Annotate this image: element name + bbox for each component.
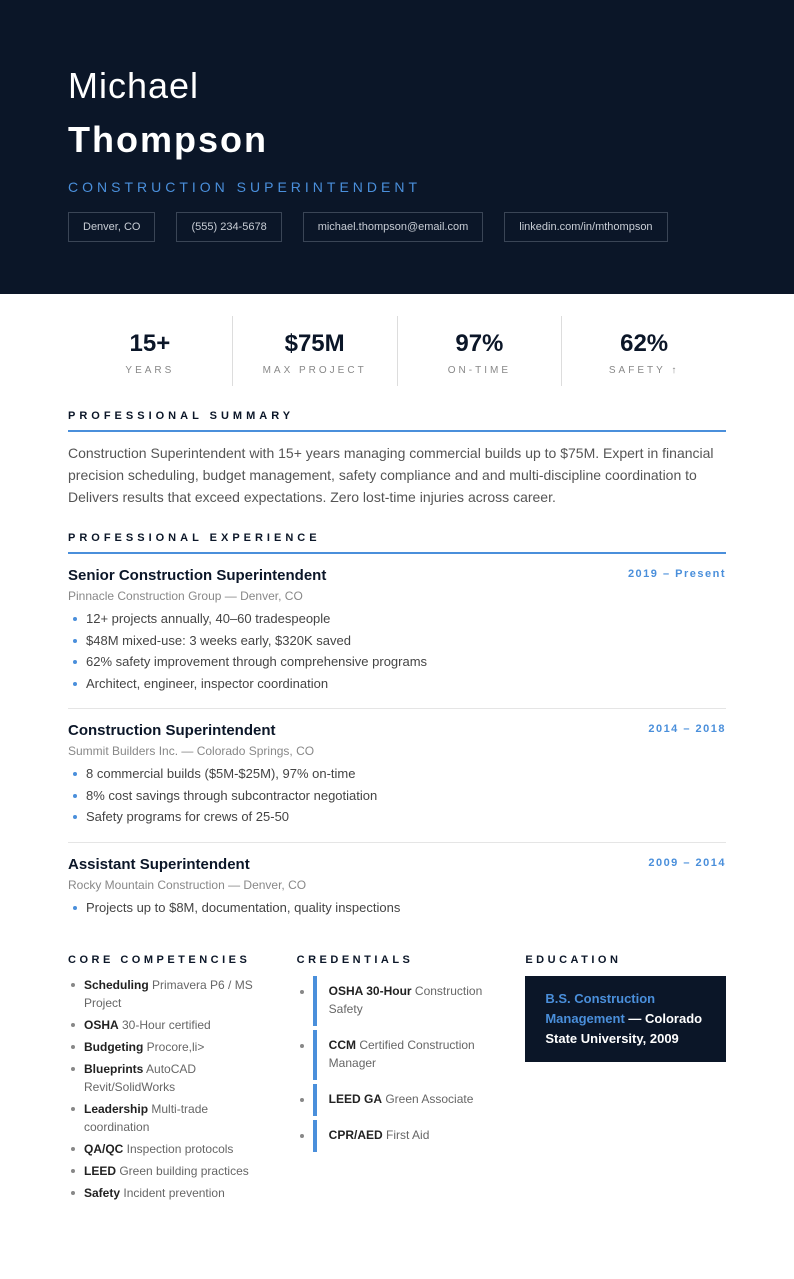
contact-linkedin[interactable]: linkedin.com/in/mthompson	[504, 212, 667, 242]
resume-body	[0, 316, 794, 1206]
contact-location: Denver, CO	[68, 212, 155, 242]
credentials-column	[297, 954, 498, 1206]
column-title: CREDENTIALS	[296, 954, 414, 966]
summary-section	[68, 410, 726, 508]
contact-phone[interactable]: (555) 234-5678	[176, 212, 281, 242]
bottom-columns	[68, 954, 726, 1206]
section-title: PROFESSIONAL EXPERIENCE	[68, 532, 726, 554]
stat-value: 97%	[455, 330, 504, 357]
last-name: Thompson	[68, 119, 268, 160]
credential-item: CPR/AED First Aid	[297, 1120, 498, 1152]
first-name: Michael	[68, 65, 200, 106]
stat-value: 15+	[129, 330, 171, 357]
stat-max-project	[233, 316, 398, 386]
competency-item: Budgeting Procore,li>	[68, 1038, 269, 1056]
job-company: Rocky Mountain Construction — Denver, CO	[68, 877, 307, 892]
stat-label: ON-TIME	[447, 365, 511, 376]
column-title: CORE COMPETENCIES	[68, 954, 251, 966]
competency-item: QA/QC Inspection protocols	[68, 1140, 269, 1158]
stat-value: 62%	[620, 330, 669, 357]
job-dates: 2019 – Present	[627, 568, 726, 580]
stats-bar	[68, 316, 726, 386]
job-title: CONSTRUCTION SUPERINTENDENT	[68, 179, 422, 195]
job-dates: 2009 – 2014	[648, 856, 726, 869]
stat-years	[68, 316, 233, 386]
bullet-item: 8 commercial builds ($5M-$25M), 97% on-time	[68, 763, 726, 785]
contact-email[interactable]: michael.thompson@email.com	[303, 212, 484, 242]
competency-list	[68, 976, 269, 1202]
bullet-item: 12+ projects annually, 40–60 tradespeople	[68, 608, 726, 630]
education-card	[525, 976, 726, 1062]
job-dates: 2014 – 2018	[648, 723, 726, 735]
competencies-column	[68, 954, 269, 1206]
bullet-item: 62% safety improvement through comprehensive programs	[68, 651, 726, 673]
competency-item: Leadership Multi-trade coordination	[68, 1100, 269, 1136]
stat-on-time	[398, 316, 563, 386]
competency-item: Blueprints AutoCAD Revit/SolidWorks	[68, 1060, 269, 1096]
stat-label: YEARS	[125, 365, 175, 376]
bullet-item: Projects up to $8M, documentation, quality inspections	[68, 897, 726, 919]
credential-item: CCM Certified Construction Manager	[297, 1030, 498, 1080]
credential-item: LEED GA Green Associate	[297, 1084, 498, 1116]
bullet-item: $48M mixed-use: 3 weeks early, $320K saved	[68, 630, 726, 652]
bullet-item: 8% cost savings through subcontractor negotiation	[68, 785, 726, 807]
job-bullets	[68, 608, 726, 694]
stat-safety	[562, 316, 726, 386]
job-entry	[68, 554, 726, 709]
school: — Colorado State University, 2009	[545, 1011, 703, 1046]
job-company: Summit Builders Inc. — Colorado Springs, CO	[68, 744, 315, 758]
summary-text: Construction Superintendent with 15+ years managing commercial builds up to $75M. Expert in financial precision scheduling, budget management, safety compliance and and multi-discipline coordination to Delivers results that exceed expectations. Zero lost-time injuries across career.	[68, 445, 714, 505]
job-entry	[68, 709, 726, 843]
credential-item: OSHA 30-Hour Construction Safety	[297, 976, 498, 1026]
competency-item: Scheduling Primavera P6 / MS Project	[68, 976, 269, 1012]
job-entry	[68, 843, 726, 933]
stat-label: MAX PROJECT	[262, 365, 367, 376]
job-bullets	[68, 763, 726, 828]
section-title: PROFESSIONAL SUMMARY	[68, 410, 726, 432]
stat-label: SAFETY ↑	[608, 365, 680, 376]
column-title: EDUCATION	[525, 954, 622, 966]
job-bullets	[68, 897, 726, 919]
job-company: Pinnacle Construction Group — Denver, CO	[68, 589, 303, 603]
experience-section	[68, 532, 726, 932]
degree: B.S. Construction Management	[545, 991, 656, 1026]
credential-list	[297, 976, 498, 1152]
job-role: Construction Superintendent	[68, 722, 276, 739]
resume-header	[0, 0, 794, 294]
competency-item: LEED Green building practices	[68, 1162, 269, 1180]
stat-value: $75M	[284, 330, 345, 357]
bullet-item: Architect, engineer, inspector coordination	[68, 673, 726, 695]
contact-list	[68, 212, 726, 242]
competency-item: Safety Incident prevention	[68, 1184, 269, 1202]
competency-item: OSHA 30-Hour certified	[68, 1016, 269, 1034]
bullet-item: Safety programs for crews of 25-50	[68, 806, 726, 828]
job-role: Senior Construction Superintendent	[68, 567, 327, 584]
education-column	[525, 954, 726, 1206]
job-role: Assistant Superintendent	[68, 855, 250, 873]
